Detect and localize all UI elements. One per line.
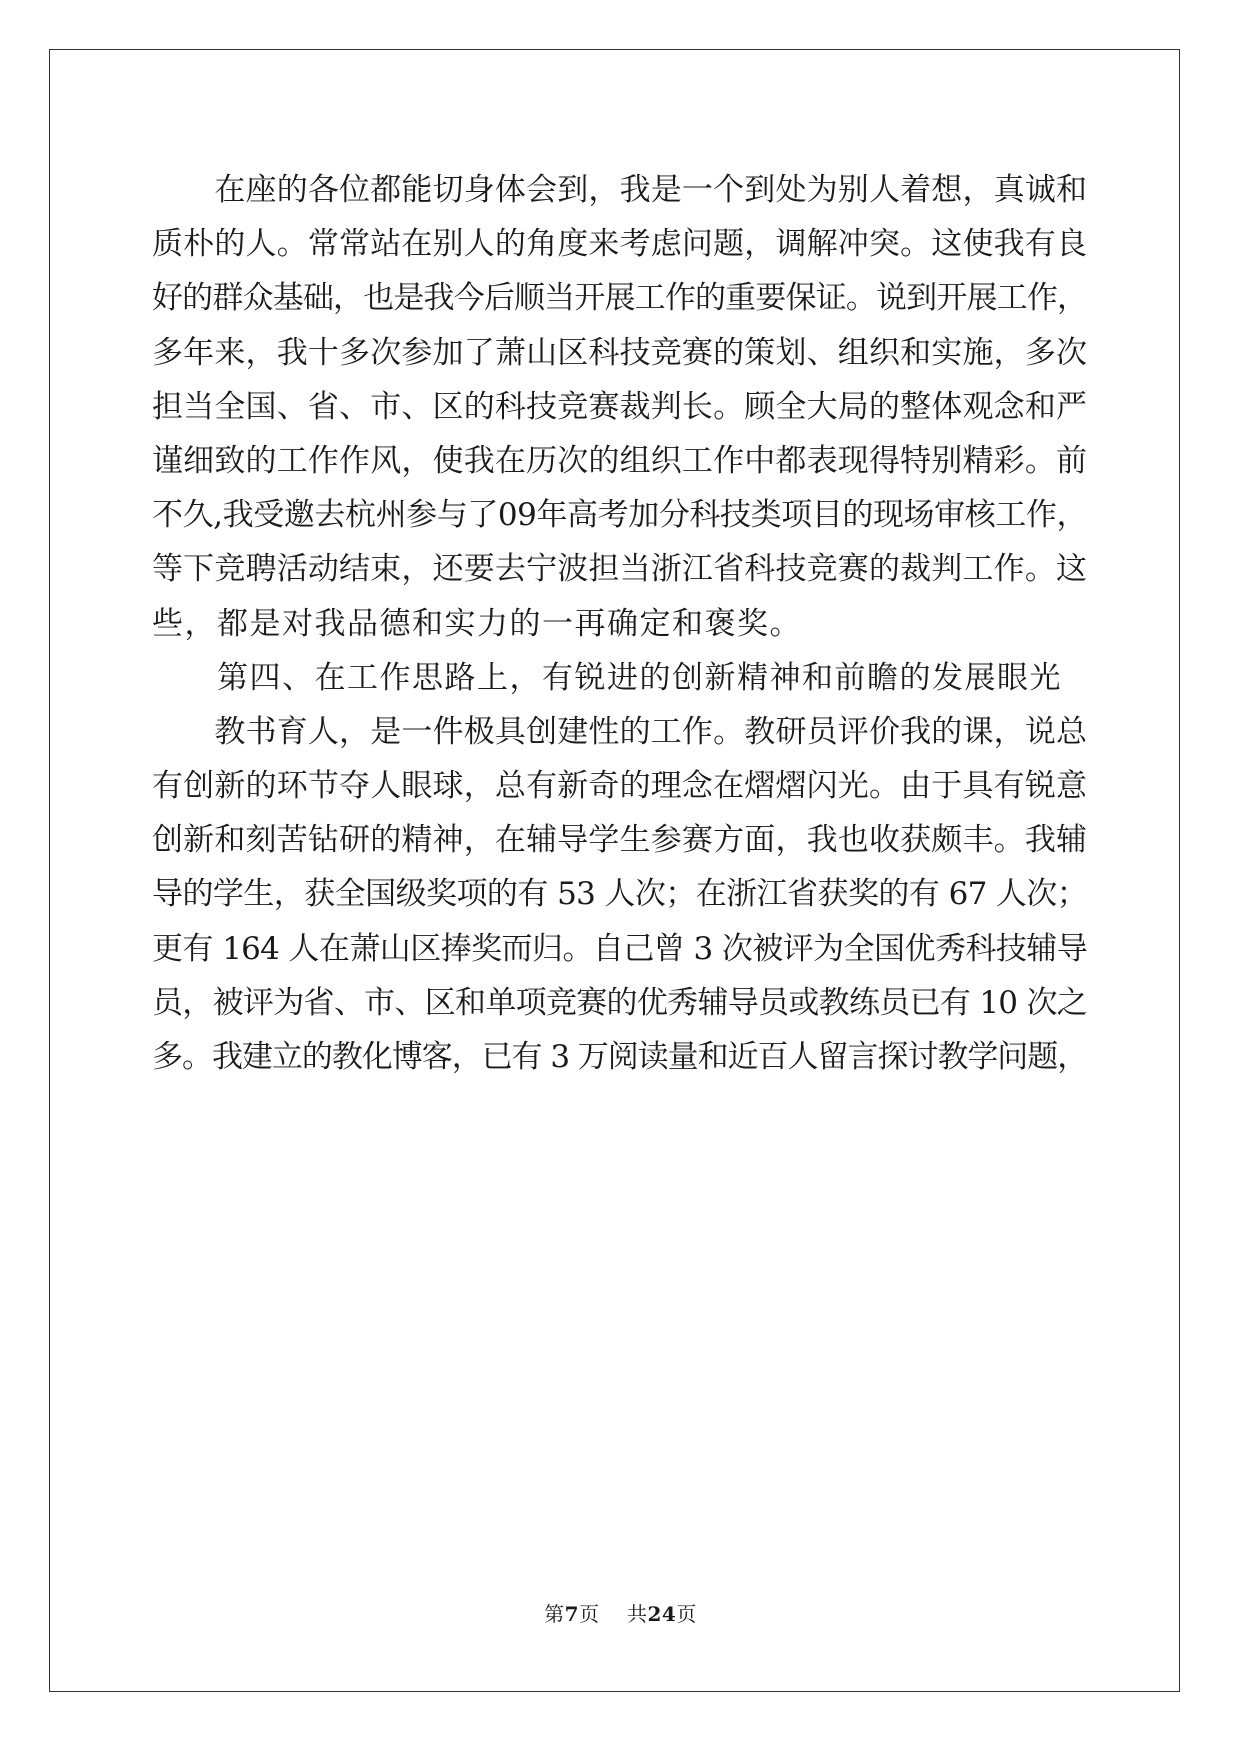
total-prefix: 共	[627, 1602, 648, 1626]
page-prefix: 第	[544, 1602, 565, 1626]
page-suffix: 页	[579, 1602, 600, 1626]
text-line: 在座的各位都能切身体会到，我是一个到处为别人着想，真诚和	[152, 172, 1087, 208]
text-line: 员，被评为省、市、区和单项竞赛的优秀辅导员或教练员已有 10 次之	[152, 984, 1087, 1021]
text-line: 多年来，我十多次参加了萧山区科技竞赛的策划、组织和实施，多次	[152, 334, 1087, 371]
text-line: 创新和刻苦钻研的精神，在辅导学生参赛方面，我也收获颇丰。我辅	[152, 822, 1087, 859]
text-line: 导的学生，获全国级奖项的有 53 人次；在浙江省获奖的有 67 人次；	[152, 876, 1087, 913]
text-line: 担当全国、省、市、区的科技竞赛裁判长。顾全大局的整体观念和严	[152, 388, 1087, 425]
text-line: 等下竞聘活动结束，还要去宁波担当浙江省科技竞赛的裁判工作。这	[152, 551, 1087, 588]
section-heading: 第四、在工作思路上，有锐进的创新精神和前瞻的发展眼光	[152, 659, 1062, 696]
total-pages: 24	[647, 1602, 677, 1626]
text-line: 质朴的人。常常站在别人的角度来考虑问题，调解冲突。这使我有良	[152, 226, 1087, 263]
text-line: 教书育人，是一件极具创建性的工作。教研员评价我的课，说总	[152, 713, 1087, 750]
text-line: 些，都是对我品德和实力的一再确定和褒奖。	[152, 605, 802, 642]
text-line: 谨细致的工作作风，使我在历次的组织工作中都表现得特别精彩。前	[152, 442, 1087, 479]
text-line: 多。我建立的教化博客，已有 3 万阅读量和近百人留言探讨教学问题，	[152, 1039, 1087, 1075]
text-line: 好的群众基础，也是我今后顺当开展工作的重要保证。说到开展工作，	[152, 280, 1087, 317]
page-number: 7	[564, 1602, 580, 1626]
page-footer	[0, 1598, 1241, 1627]
text-line: 不久,我受邀去杭州参与了09年高考加分科技类项目的现场审核工作，	[152, 497, 1087, 534]
text-line: 更有 164 人在萧山区捧奖而归。自己曾 3 次被评为全国优秀科技辅导	[152, 930, 1087, 967]
text-line: 有创新的环节夺人眼球，总有新奇的理念在熠熠闪光。由于具有锐意	[152, 768, 1087, 805]
document-body	[152, 163, 1087, 1084]
total-suffix: 页	[676, 1602, 697, 1626]
